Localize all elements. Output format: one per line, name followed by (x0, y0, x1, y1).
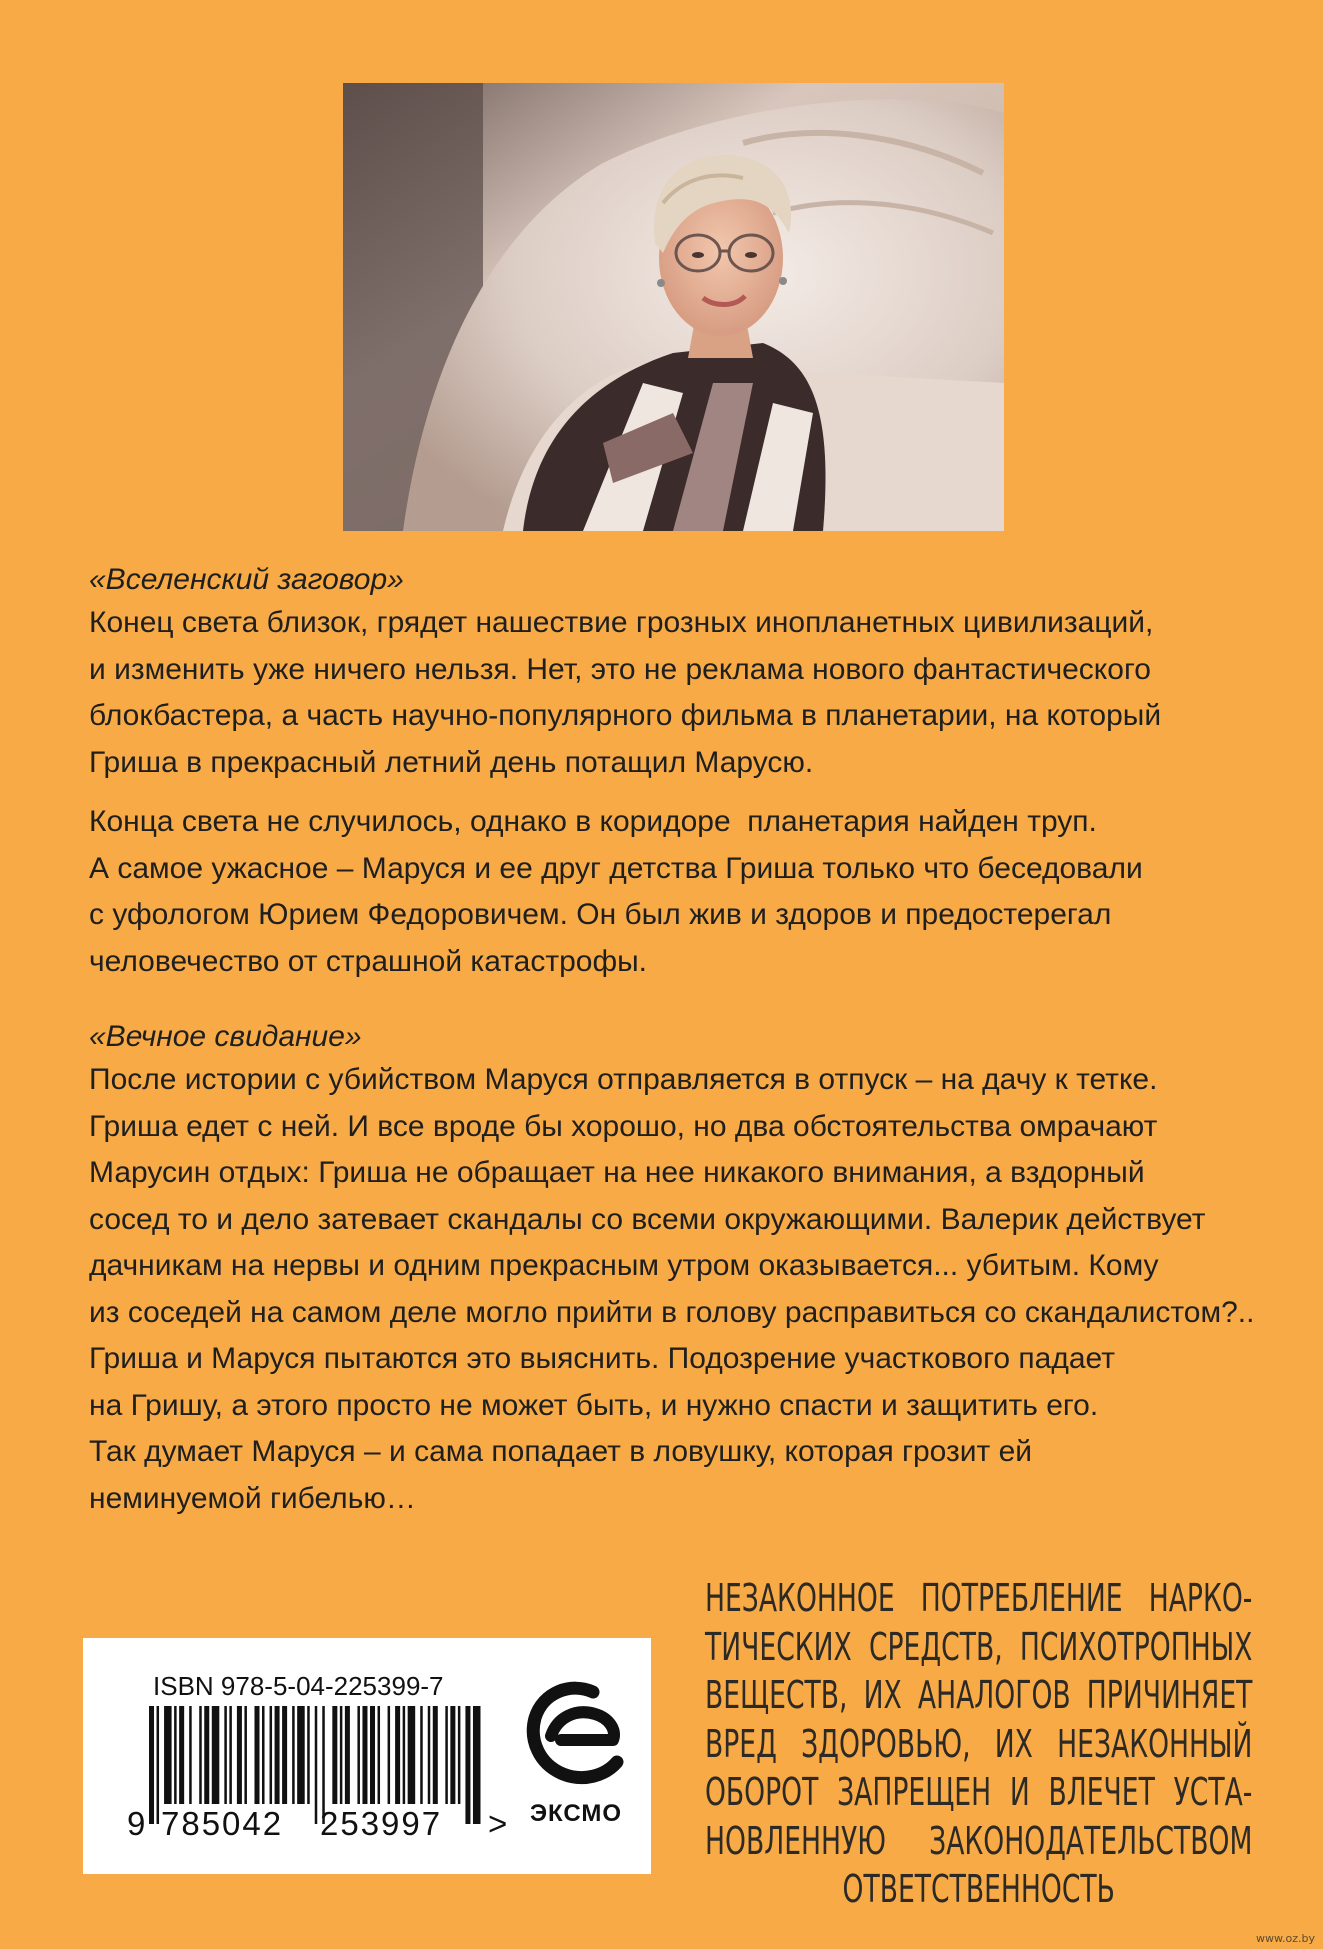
barcode-bar (270, 1706, 273, 1804)
text-line: Гриша едет с ней. И все вроде бы хорошо, но два обстоятельства омрачают (89, 1109, 1158, 1143)
story-2-paragraph-1 (89, 1057, 1255, 1522)
story-2 (89, 1017, 1255, 1522)
barcode-arrow: > (488, 1805, 508, 1842)
eksmo-logo-icon (521, 1678, 631, 1788)
warning-line: ВЕЩЕСТВ, ИХ АНАЛОГОВ ПРИЧИНЯЕТ (705, 1673, 1253, 1717)
barcode-bar (275, 1706, 280, 1804)
barcode-bar (297, 1706, 305, 1804)
barcode-bar (395, 1706, 400, 1804)
barcode-bar (204, 1706, 209, 1804)
text-line: из соседей на самом деле могло прийти в голову расправиться со скандалистом?.. (89, 1295, 1255, 1329)
barcode-bar (378, 1706, 381, 1804)
text-line: и изменить уже ничего нельзя. Нет, это не реклама нового фантастического (89, 652, 1151, 686)
warning-line: ВРЕД ЗДОРОВЬЮ, ИХ НЕЗАКОННЫЙ (705, 1721, 1253, 1766)
text-line: Марусин отдых: Гриша не обращает на нее никакого внимания, а вздорный (89, 1156, 1145, 1189)
barcode-bar (370, 1706, 375, 1804)
barcode-bar (450, 1706, 455, 1804)
story-1-paragraph-2 (89, 799, 1249, 985)
text-line: с уфологом Юрием Федоровичем. Он был жив и здоров и предостерегал (89, 898, 1112, 931)
warning-line: ОТВЕТСТВЕННОСТЬ (842, 1867, 1115, 1911)
barcode-bar (179, 1706, 184, 1804)
text-line: А самое ужасное – Маруся и ее друг детства Гриша только что беседовали (89, 851, 1143, 885)
barcode-bar (465, 1706, 470, 1824)
publisher-logo (521, 1678, 631, 1858)
story-2-title: «Вечное свидание» (89, 1020, 362, 1053)
barcode-bar (408, 1706, 416, 1804)
warning-line: ТИЧЕСКИХ СРЕДСТВ, ПСИХОТРОПНЫХ (705, 1624, 1253, 1669)
barcode-bar (254, 1706, 259, 1804)
barcode-digits-left: 785042 (161, 1805, 284, 1842)
text-line: сосед то и дело затевает скандалы со всеми окружающими. Валерик действует (89, 1202, 1206, 1236)
barcode-bar (332, 1706, 337, 1804)
health-warning (705, 1574, 1253, 1914)
barcode-bar (345, 1706, 350, 1804)
story-1-title: «Вселенский заговор» (89, 563, 404, 596)
text-line: После истории с убийством Маруся отправляется в отпуск – на дачу к тетке. (89, 1063, 1158, 1096)
barcode-bar (340, 1706, 343, 1804)
barcode-bar (403, 1706, 406, 1804)
barcode-bar (292, 1706, 295, 1804)
barcode-bar (237, 1706, 242, 1804)
author-portrait-icon (343, 83, 1004, 531)
text-line: Гриша в прекрасный летний день потащил Марусю. (89, 745, 814, 779)
warning-line: НЕЗАКОННОЕ ПОТРЕБЛЕНИЕ НАРКО- (705, 1576, 1253, 1620)
isbn-number: ISBN 978-5-04-225399-7 (153, 1671, 444, 1701)
barcode-bar (157, 1706, 160, 1824)
barcode-bar (307, 1706, 310, 1804)
text-line: неминуемой гибелью… (89, 1481, 416, 1515)
author-photo (343, 83, 1004, 531)
barcode-bar (212, 1706, 220, 1804)
barcode-bar (458, 1706, 461, 1804)
warning-line: НОВЛЕННУЮ ЗАКОНОДАТЕЛЬСТВОМ (705, 1818, 1253, 1863)
barcode-bar (362, 1706, 367, 1804)
barcode-bar (244, 1706, 247, 1804)
barcode-bar (199, 1706, 202, 1804)
text-line: Так думает Маруся – и сама попадает в ловушку, которая грозит ей (89, 1435, 1033, 1468)
barcode-bar (174, 1706, 177, 1804)
text-line: дачникам на нервы и одним прекрасным утром оказывается... убитым. Кому (89, 1249, 1159, 1282)
text-line: на Гришу, а этого просто не может быть, и нужно спасти и защитить его. (89, 1388, 1099, 1422)
text-line: Гриша и Маруся пытаются это выяснить. Подозрение участкового падает (89, 1342, 1115, 1375)
warning-line: ОБОРОТ ЗАПРЕЩЕН И ВЛЕЧЕТ УСТА- (705, 1770, 1253, 1814)
story-1 (89, 560, 1249, 985)
barcode-bar (262, 1706, 265, 1804)
barcode-bar (473, 1706, 481, 1824)
text-line: блокбастера, а часть научно-популярного фильма в планетарии, на который (89, 699, 1162, 732)
barcode-bar (282, 1706, 287, 1804)
barcode-bar (229, 1706, 232, 1804)
text-line: человечество от страшной катастрофы. (89, 944, 648, 978)
text-line: Конец света близок, грядет нашествие грозных инопланетных цивилизаций, (89, 606, 1154, 639)
story-1-paragraph-1 (89, 600, 1249, 786)
barcode-digit-first: 9 (127, 1805, 146, 1842)
barcode-bar (433, 1706, 438, 1804)
barcode-digits-right: 253997 (320, 1805, 443, 1842)
watermark: www.oz.by (1256, 1932, 1315, 1945)
barcode-bar (420, 1706, 423, 1804)
publisher-name: ЭКСМО (529, 1800, 623, 1827)
barcode-bar (149, 1706, 154, 1824)
barcode-bar (445, 1706, 448, 1804)
barcode-bar (428, 1706, 431, 1804)
text-line: Конца света не случилось, однако в коридоре планетария найден труп. (89, 805, 1097, 838)
barcode-bar (164, 1706, 172, 1804)
barcode-bar (189, 1706, 192, 1804)
barcode-panel (83, 1638, 651, 1874)
barcode-bar (357, 1706, 360, 1804)
barcode-bar (388, 1706, 391, 1804)
barcode-bar (224, 1706, 227, 1804)
barcode-bar (315, 1706, 318, 1824)
